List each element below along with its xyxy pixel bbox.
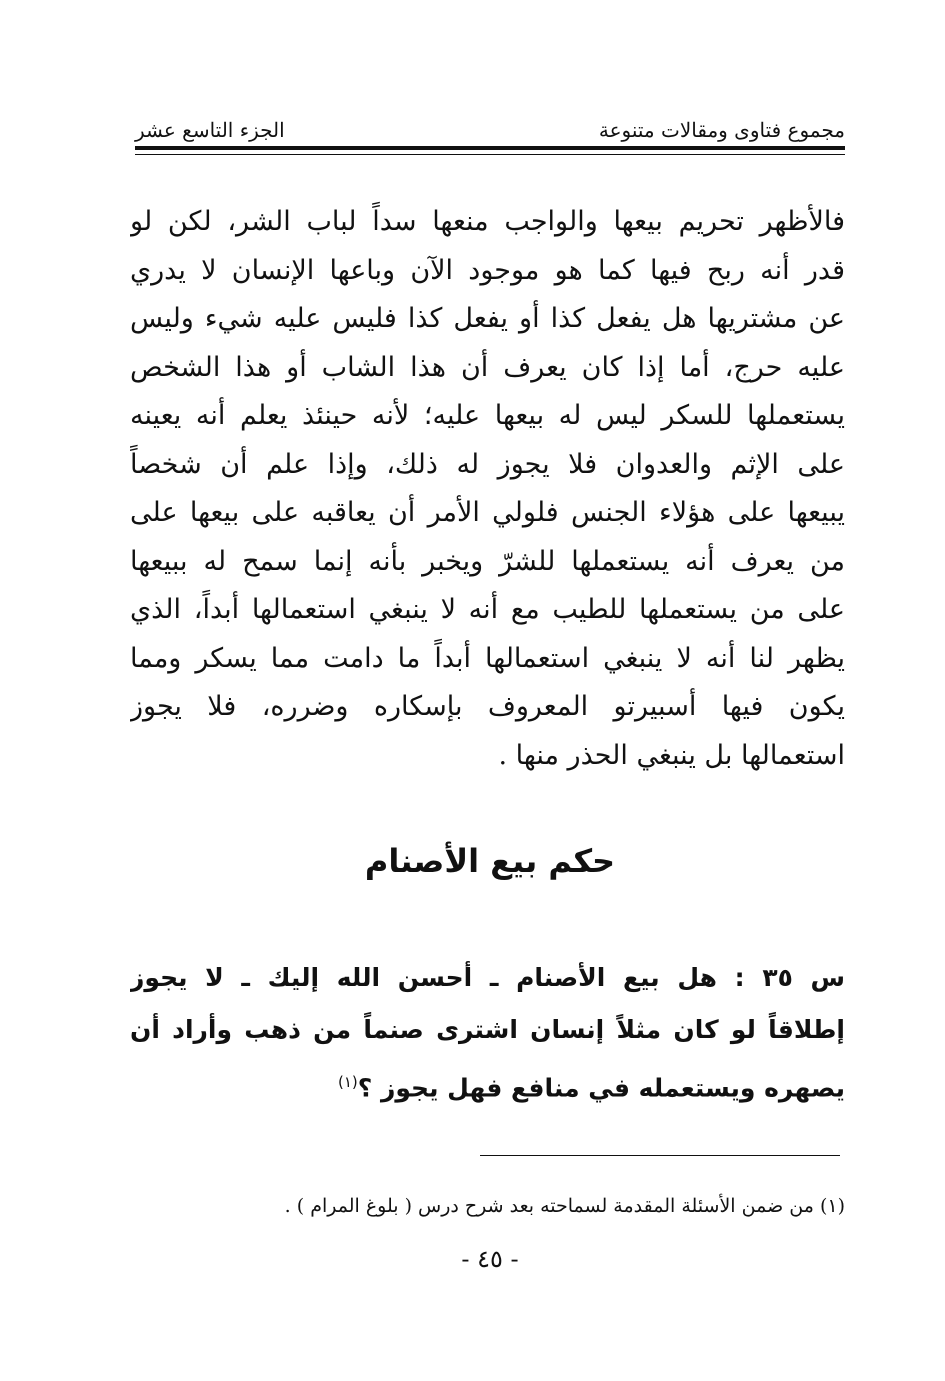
paragraph-line: استعمالها بل ينبغي الحذر منها . — [498, 739, 845, 771]
header-rule-thin — [135, 154, 845, 155]
paragraph-line: يظهر لنا أنه لا ينبغي استعمالها أبداً ما دامت مما يسكر ومما — [130, 642, 845, 674]
footnote-marker: (١) — [819, 1195, 845, 1217]
section-heading: حكم بيع الأصنام — [364, 842, 616, 880]
volume-label: الجزء التاسع عشر — [135, 118, 285, 142]
header-rule-thick — [135, 146, 845, 150]
footnote-reference: (١) — [338, 1073, 358, 1091]
running-header — [135, 106, 845, 142]
footnote — [135, 1192, 845, 1220]
paragraph-line: يكون فيها أسبيرتو المعروف بإسكاره وضرره، فلا يجوز — [130, 691, 845, 722]
paragraph-line: على الإثم والعدوان فلا يجوز له ذلك، وإذا علم أن شخصاً — [130, 448, 845, 480]
book-title: مجموع فتاوى ومقالات متنوعة — [598, 118, 845, 142]
paragraph-line: فالأظهر تحريم بيعها والواجب منعها سداً لباب الشر، لكن لو — [130, 206, 845, 237]
question-line: س ٣٥ : هل بيع الأصنام ـ أحسن الله إليك ـ لا يجوز — [130, 963, 845, 992]
question-line: إطلاقاً لو كان مثلاً إنسان اشترى صنماً من ذهب وأراد أن — [130, 1015, 845, 1044]
footnote-text: من ضمن الأسئلة المقدمة لسماحته بعد شرح درس ( بلوغ المرام ) . — [284, 1195, 814, 1217]
question-line-text: يصهره ويستعمله في منافع فهل يجوز ؟ — [357, 1073, 845, 1103]
paragraph-line: عن مشتريها هل يفعل كذا أو يفعل كذا فليس عليه شيء وليس — [130, 303, 845, 334]
question-block — [130, 952, 845, 1114]
paragraph-line: يستعملها للسكر ليس له بيعها عليه؛ لأنه حينئذ يعلم أنه يعينه — [130, 400, 845, 431]
answer-paragraph — [130, 198, 845, 780]
paragraph-line: عليه حرج، أما إذا كان يعرف أن هذا الشاب أو هذا الشخص — [130, 351, 845, 383]
footnote-separator — [480, 1155, 840, 1156]
page-number: - ٤٥ - — [461, 1245, 519, 1273]
paragraph-line: يبيعها على هؤلاء الجنس فلولي الأمر أن يعاقبه على بيعها على — [130, 497, 845, 528]
question-line — [130, 1056, 845, 1114]
paragraph-line: على من يستعملها للطيب مع أنه لا ينبغي استعمالها أبداً، الذي — [130, 594, 845, 625]
paragraph-line: من يعرف أنه يستعملها للشرّ ويخبر بأنه إنما سمح له ببيعها — [130, 545, 845, 577]
paragraph-line: قدر أنه ربح فيها كما هو موجود الآن وباعها الإنسان لا يدري — [130, 254, 845, 286]
